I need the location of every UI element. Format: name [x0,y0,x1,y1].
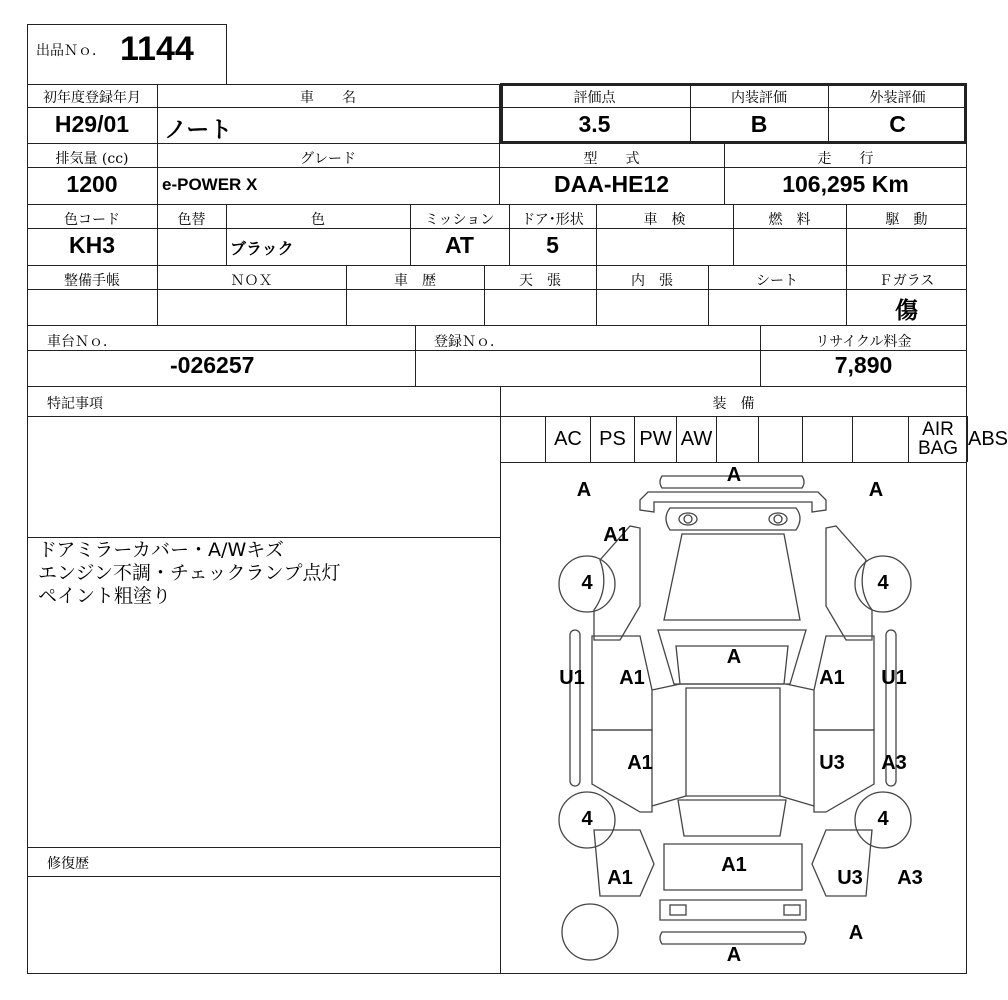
car-diagram [500,462,967,974]
model-label: 型 式 [583,151,640,167]
mileage-label: 走 行 [817,151,874,167]
history-label: 車 歴 [394,273,436,289]
color-label: 色 [311,212,325,228]
score-label: 評価点 [573,90,616,106]
recycle-value: 7,890 [834,352,893,378]
damage-mark: 4 [877,808,889,830]
transmission-value: AT [445,232,474,258]
interior-value: B [750,111,768,137]
damage-mark: U3 [837,867,863,889]
damage-mark: A [848,922,864,944]
f-glass-value: 傷 [895,297,918,324]
chassis-label: 車台Ｎｏ． [47,334,117,350]
damage-mark: U3 [819,752,845,774]
equipment-cell-1: AC [545,416,590,462]
displacement-label: 排気量 (cc) [55,151,129,167]
equipment-cell-2: PS [590,416,634,462]
damage-mark: 4 [877,572,889,594]
equipment-cell-6 [758,416,802,462]
roof-label: 天 張 [519,273,561,289]
fuel-label: 燃 料 [768,212,811,228]
damage-mark: 4 [581,808,593,830]
inspection-label: 車 検 [643,212,686,228]
nox-label: ＮＯＸ [230,273,273,289]
mileage-value: 106,295 Km [782,171,909,197]
color-change-label: 色替 [177,212,206,228]
transmission-label: ミッション [424,212,495,228]
registration-label: 登録Ｎｏ． [434,334,504,350]
damage-mark: A1 [619,667,645,689]
displacement-value: 1200 [66,171,118,197]
f-glass-label: Ｆガラス [878,273,935,289]
equipment-cell-9: AIR BAG [908,416,967,462]
notes-label: 特記事項 [47,396,103,412]
equipment-cell-10: ABS [967,416,1008,462]
equipment-cell-0 [500,416,545,462]
lot-number-label: 出品Ｎｏ． [36,43,106,59]
doors-value: 5 [546,232,559,258]
maintenance-label: 整備手帳 [64,273,120,289]
damage-mark: A1 [819,667,845,689]
car-name-value: ノート [164,116,233,142]
first-reg-value: H29/01 [54,111,130,137]
grade-value: e-POWER X [162,175,258,194]
damage-mark: A1 [627,752,653,774]
damage-mark: A [868,479,884,501]
interior-label: 内装評価 [731,90,787,106]
exterior-value: C [889,111,906,137]
lot-number: 1144 [120,30,194,68]
doors-label: ドア･形状 [521,212,584,228]
equipment-cell-3: PW [634,416,676,462]
recycle-label: リサイクル料金 [815,334,912,350]
equipment-cell-5 [716,416,758,462]
damage-mark: A3 [897,867,923,889]
equipment-cell-8 [852,416,908,462]
color-value: ブラック [230,241,294,258]
damage-mark: A [726,464,742,486]
grade-label: グレード [300,151,356,167]
damage-mark: A1 [607,867,633,889]
damage-mark: A1 [603,524,629,546]
damage-mark: A [576,479,592,501]
damage-mark: A [726,646,742,668]
damage-mark: U1 [559,667,585,689]
equipment-label: 装 備 [712,396,755,412]
model-value: DAA-HE12 [553,171,670,197]
damage-mark: A3 [881,752,907,774]
first-reg-label: 初年度登録年月 [43,90,141,106]
exterior-label: 外装評価 [869,90,926,106]
car-name-label: 車 名 [300,90,356,106]
equipment-cell-7 [802,416,852,462]
damage-mark: 4 [581,572,593,594]
note-line-1: ドアミラーカバー・A/Wキズ [38,539,284,561]
damage-mark: U1 [881,667,907,689]
chassis-value: -026257 [170,352,255,378]
equipment-cell-4: AW [676,416,716,462]
color-code-value: KH3 [68,232,115,258]
color-code-label: 色コード [64,212,120,228]
repair-history-label: 修復歴 [47,856,89,872]
note-line-3: ペイント粗塗り [38,585,172,607]
drive-label: 駆 動 [885,212,928,228]
note-line-2: エンジン不調・チェックランプ点灯 [38,562,341,584]
interior-lining-label: 内 張 [631,273,673,289]
seat-label: シート [756,273,798,289]
score-value: 3.5 [578,111,611,137]
damage-mark: A1 [721,854,747,876]
damage-mark: A [726,944,742,966]
